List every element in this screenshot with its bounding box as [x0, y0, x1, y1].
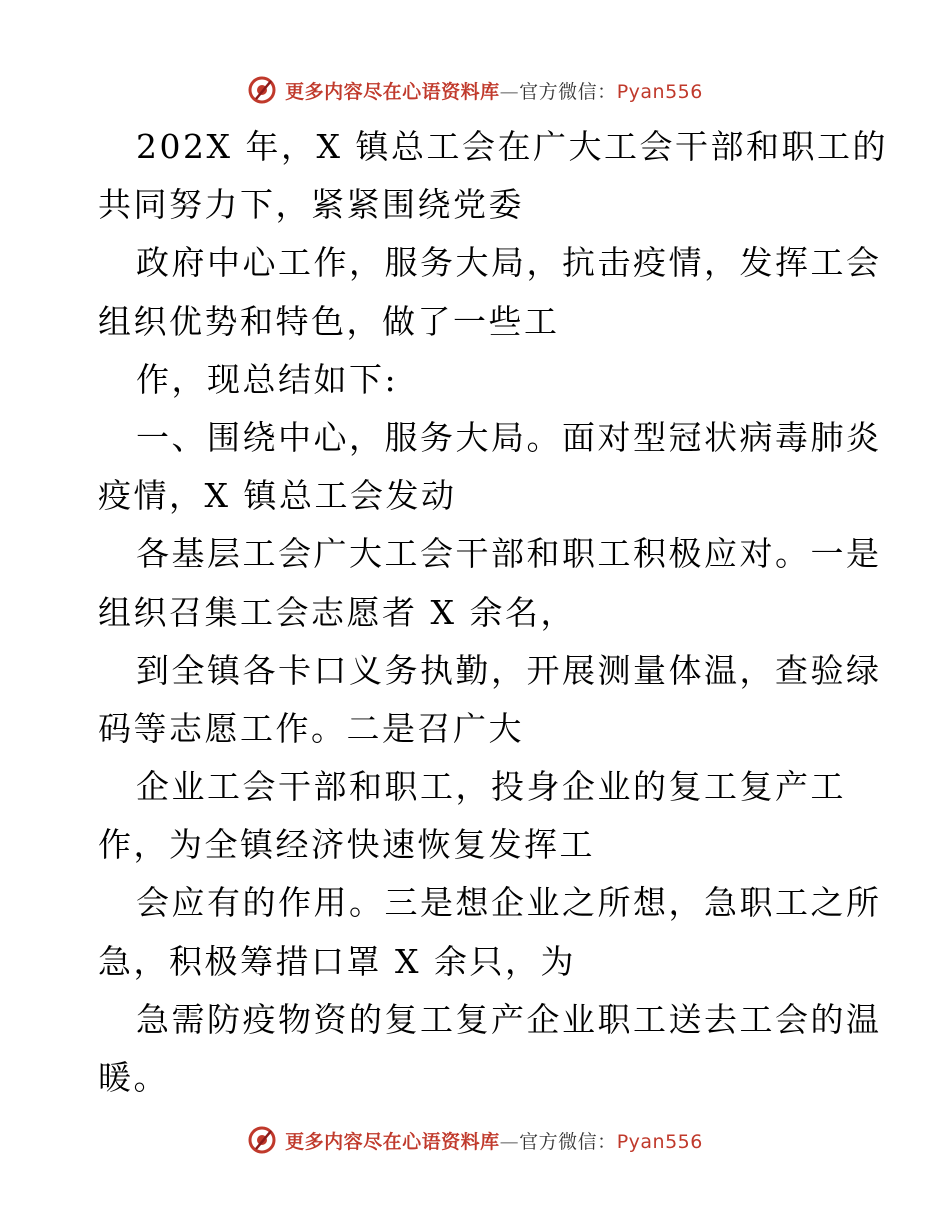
- text-line: 企业工会干部和职工，投身企业的复工复产工: [136, 767, 846, 807]
- watermark-brand: 更多内容尽在心语资料库: [285, 80, 500, 103]
- watermark-brand: 更多内容尽在心语资料库: [285, 1130, 500, 1153]
- quill-seal-icon: [247, 75, 277, 105]
- watermark-separator: —: [499, 80, 520, 103]
- text-line: 会应有的作用。三是想企业之所想，急职工之所: [136, 883, 882, 923]
- text-line: 到全镇各卡口义务执勤，开展测量体温，查验绿: [136, 650, 882, 690]
- text-line: 202X 年，X 镇总工会在广大工会干部和职工的: [136, 127, 888, 166]
- text-line: 码等志愿工作。二是召广大: [98, 708, 524, 748]
- watermark-text: [285, 1127, 703, 1154]
- watermark-separator: —: [499, 1130, 520, 1153]
- watermark-label: 官方微信：: [519, 1130, 617, 1153]
- watermark-text: [285, 77, 703, 104]
- text-line: 共同努力下，紧紧围绕党委: [98, 185, 524, 225]
- text-line: 作，为全镇经济快速恢复发挥工: [98, 825, 595, 865]
- header-watermark: [0, 70, 950, 110]
- text-line: 政府中心工作，服务大局，抗击疫情，发挥工会: [136, 243, 882, 283]
- text-line: 组织召集工会志愿者 X 余名，: [98, 592, 576, 632]
- watermark-id: Pyan556: [616, 80, 703, 103]
- text-line: 急需防疫物资的复工复产企业职工送去工会的温: [136, 999, 882, 1039]
- text-line: 组织优势和特色，做了一些工: [98, 301, 560, 341]
- text-line: 疫情，X 镇总工会发动: [98, 476, 457, 516]
- document-body: [98, 118, 888, 1107]
- text-line: 作，现总结如下:: [136, 359, 399, 399]
- watermark-id: Pyan556: [616, 1130, 703, 1153]
- text-line: 急，积极筹措口罩 X 余只，为: [98, 941, 576, 981]
- text-line: 暖。: [98, 1058, 169, 1097]
- quill-seal-icon: [247, 1125, 277, 1155]
- watermark-label: 官方微信：: [519, 80, 617, 103]
- text-line: 一、围绕中心，服务大局。面对型冠状病毒肺炎: [136, 417, 882, 457]
- footer-watermark: [0, 1120, 950, 1160]
- text-line: 各基层工会广大工会干部和职工积极应对。一是: [136, 534, 882, 574]
